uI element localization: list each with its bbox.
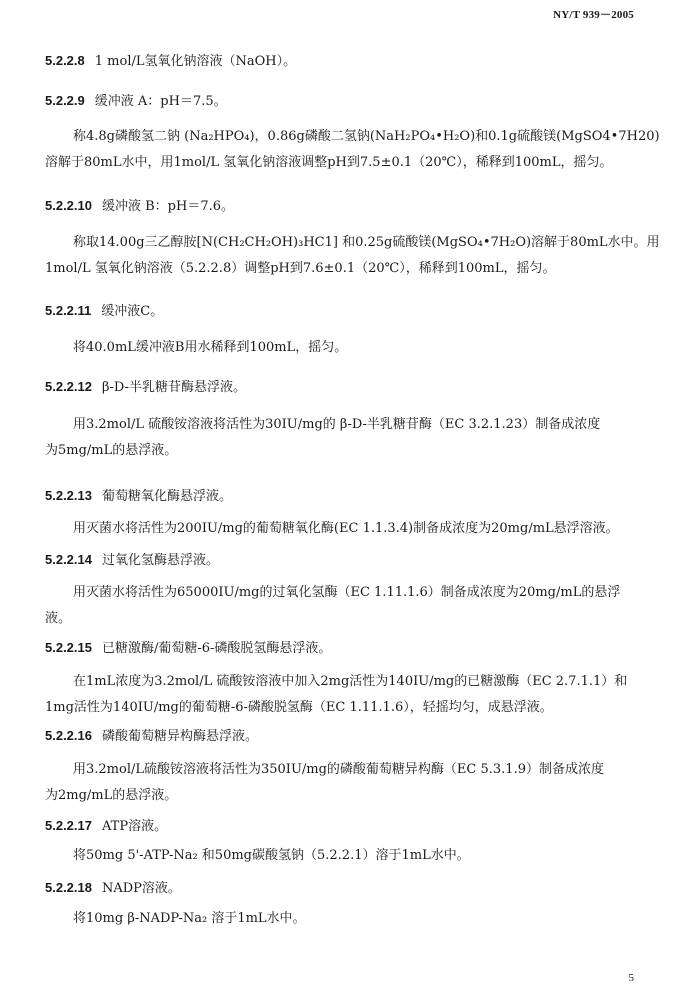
section-title: NADP溶液。 xyxy=(102,881,181,896)
section-paragraph xyxy=(45,669,635,721)
paragraph-line: 液。 xyxy=(45,611,72,626)
section-title: 已糖激酶/葡萄糖-6-磷酸脱氢酶悬浮液。 xyxy=(102,641,332,656)
paragraph-line: 在1mL浓度为3.2mol/L 硫酸铵溶液中加入2mg活性为140IU/mg的已糖激酶（EC 2.7.1.1）和 xyxy=(73,674,628,689)
section-number: 5.2.2.12 xyxy=(45,379,92,394)
section-paragraph xyxy=(45,906,635,932)
section-number: 5.2.2.10 xyxy=(45,198,92,213)
section-paragraph xyxy=(45,412,635,464)
section-heading xyxy=(45,639,331,658)
section-title: 缓冲液C。 xyxy=(101,304,164,319)
paragraph-line: 溶解于80mL水中，用1mol/L 氢氧化钠溶液调整pH到7.5±0.1（20℃），稀释到100mL，摇匀。 xyxy=(45,155,613,170)
section-paragraph xyxy=(45,757,635,809)
section-heading xyxy=(45,92,227,111)
paragraph-line: 将10mg β-NADP-Na₂ 溶于1mL水中。 xyxy=(73,911,306,926)
section-title: 葡萄糖氧化酶悬浮液。 xyxy=(102,489,233,504)
section-number: 5.2.2.16 xyxy=(45,728,92,743)
paragraph-line: 用灭菌水将活性为200IU/mg的葡萄糖氧化酶(EC 1.1.3.4)制备成浓度为20mg/mL悬浮溶液。 xyxy=(73,521,619,536)
section-paragraph xyxy=(45,124,660,176)
section-number: 5.2.2.18 xyxy=(45,880,92,895)
section-number: 5.2.2.17 xyxy=(45,818,92,833)
section-number: 5.2.2.8 xyxy=(45,53,85,68)
paragraph-line: 将40.0mL缓冲液B用水稀释到100mL，摇匀。 xyxy=(73,340,348,355)
section-title: 1 mol/L氢氧化钠溶液（NaOH）。 xyxy=(94,54,297,69)
paragraph-line: 为2mg/mL的悬浮液。 xyxy=(45,788,178,803)
section-heading xyxy=(45,487,232,506)
paragraph-line: 为5mg/mL的悬浮液。 xyxy=(45,443,178,458)
paragraph-line: 用3.2mol/L 硫酸铵溶液将活性为30IU/mg的 β-D-半乳糖苷酶（EC 3.2.1.23）制备成浓度 xyxy=(73,417,601,432)
paragraph-line: 1mg活性为140IU/mg的葡萄糖-6-磷酸脱氢酶（EC 1.11.1.6），轻摇均匀，成悬浮液。 xyxy=(45,700,553,715)
section-paragraph xyxy=(45,230,660,282)
page-number: 5 xyxy=(628,972,634,984)
section-heading xyxy=(45,302,163,321)
section-number: 5.2.2.15 xyxy=(45,640,92,655)
section-heading xyxy=(45,727,258,746)
section-heading xyxy=(45,197,234,216)
section-heading xyxy=(45,551,219,570)
section-heading xyxy=(45,52,296,71)
section-number: 5.2.2.9 xyxy=(45,93,85,108)
paragraph-line: 用灭菌水将活性为65000IU/mg的过氧化氢酶（EC 1.11.1.6）制备成浓度为20mg/mL的悬浮 xyxy=(73,585,621,600)
document-code: NY/T 939－2005 xyxy=(553,9,634,21)
section-title: β-D-半乳糖苷酶悬浮液。 xyxy=(102,380,246,395)
section-title: 磷酸葡萄糖异构酶悬浮液。 xyxy=(102,729,259,744)
section-title: 过氧化氢酶悬浮液。 xyxy=(102,553,220,568)
section-paragraph xyxy=(45,580,635,632)
section-heading xyxy=(45,378,246,397)
section-paragraph xyxy=(45,335,635,361)
paragraph-line: 称取14.00g三乙醇胺[N(CH₂CH₂OH)₃HC1] 和0.25g硫酸镁(MgSO₄•7H₂O)溶解于80mL水中。用 xyxy=(73,235,660,250)
section-number: 5.2.2.11 xyxy=(45,303,92,318)
section-paragraph xyxy=(45,843,635,869)
section-number: 5.2.2.14 xyxy=(45,552,92,567)
section-number: 5.2.2.13 xyxy=(45,488,92,503)
section-paragraph xyxy=(45,516,635,542)
section-heading xyxy=(45,817,167,836)
paragraph-line: 1mol/L 氢氧化钠溶液（5.2.2.8）调整pH到7.6±0.1（20℃），稀释到100mL，摇匀。 xyxy=(45,261,556,276)
paragraph-line: 将50mg 5'-ATP-Na₂ 和50mg碳酸氢钠（5.2.2.1）溶于1mL水中。 xyxy=(73,848,470,863)
paragraph-line: 称4.8g磷酸氢二钠 (Na₂HPO₄)，0.86g磷酸二氢钠(NaH₂PO₄•H₂O)和0.1g硫酸镁(MgSO4•7H20) xyxy=(73,129,660,144)
section-title: 缓冲液 A：pH＝7.5。 xyxy=(94,94,227,109)
section-title: 缓冲液 B：pH＝7.6。 xyxy=(102,199,235,214)
section-title: ATP溶液。 xyxy=(102,819,168,834)
paragraph-line: 用3.2mol/L硫酸铵溶液将活性为350IU/mg的磷酸葡萄糖异构酶（EC 5.3.1.9）制备成浓度 xyxy=(73,762,604,777)
section-heading xyxy=(45,879,181,898)
